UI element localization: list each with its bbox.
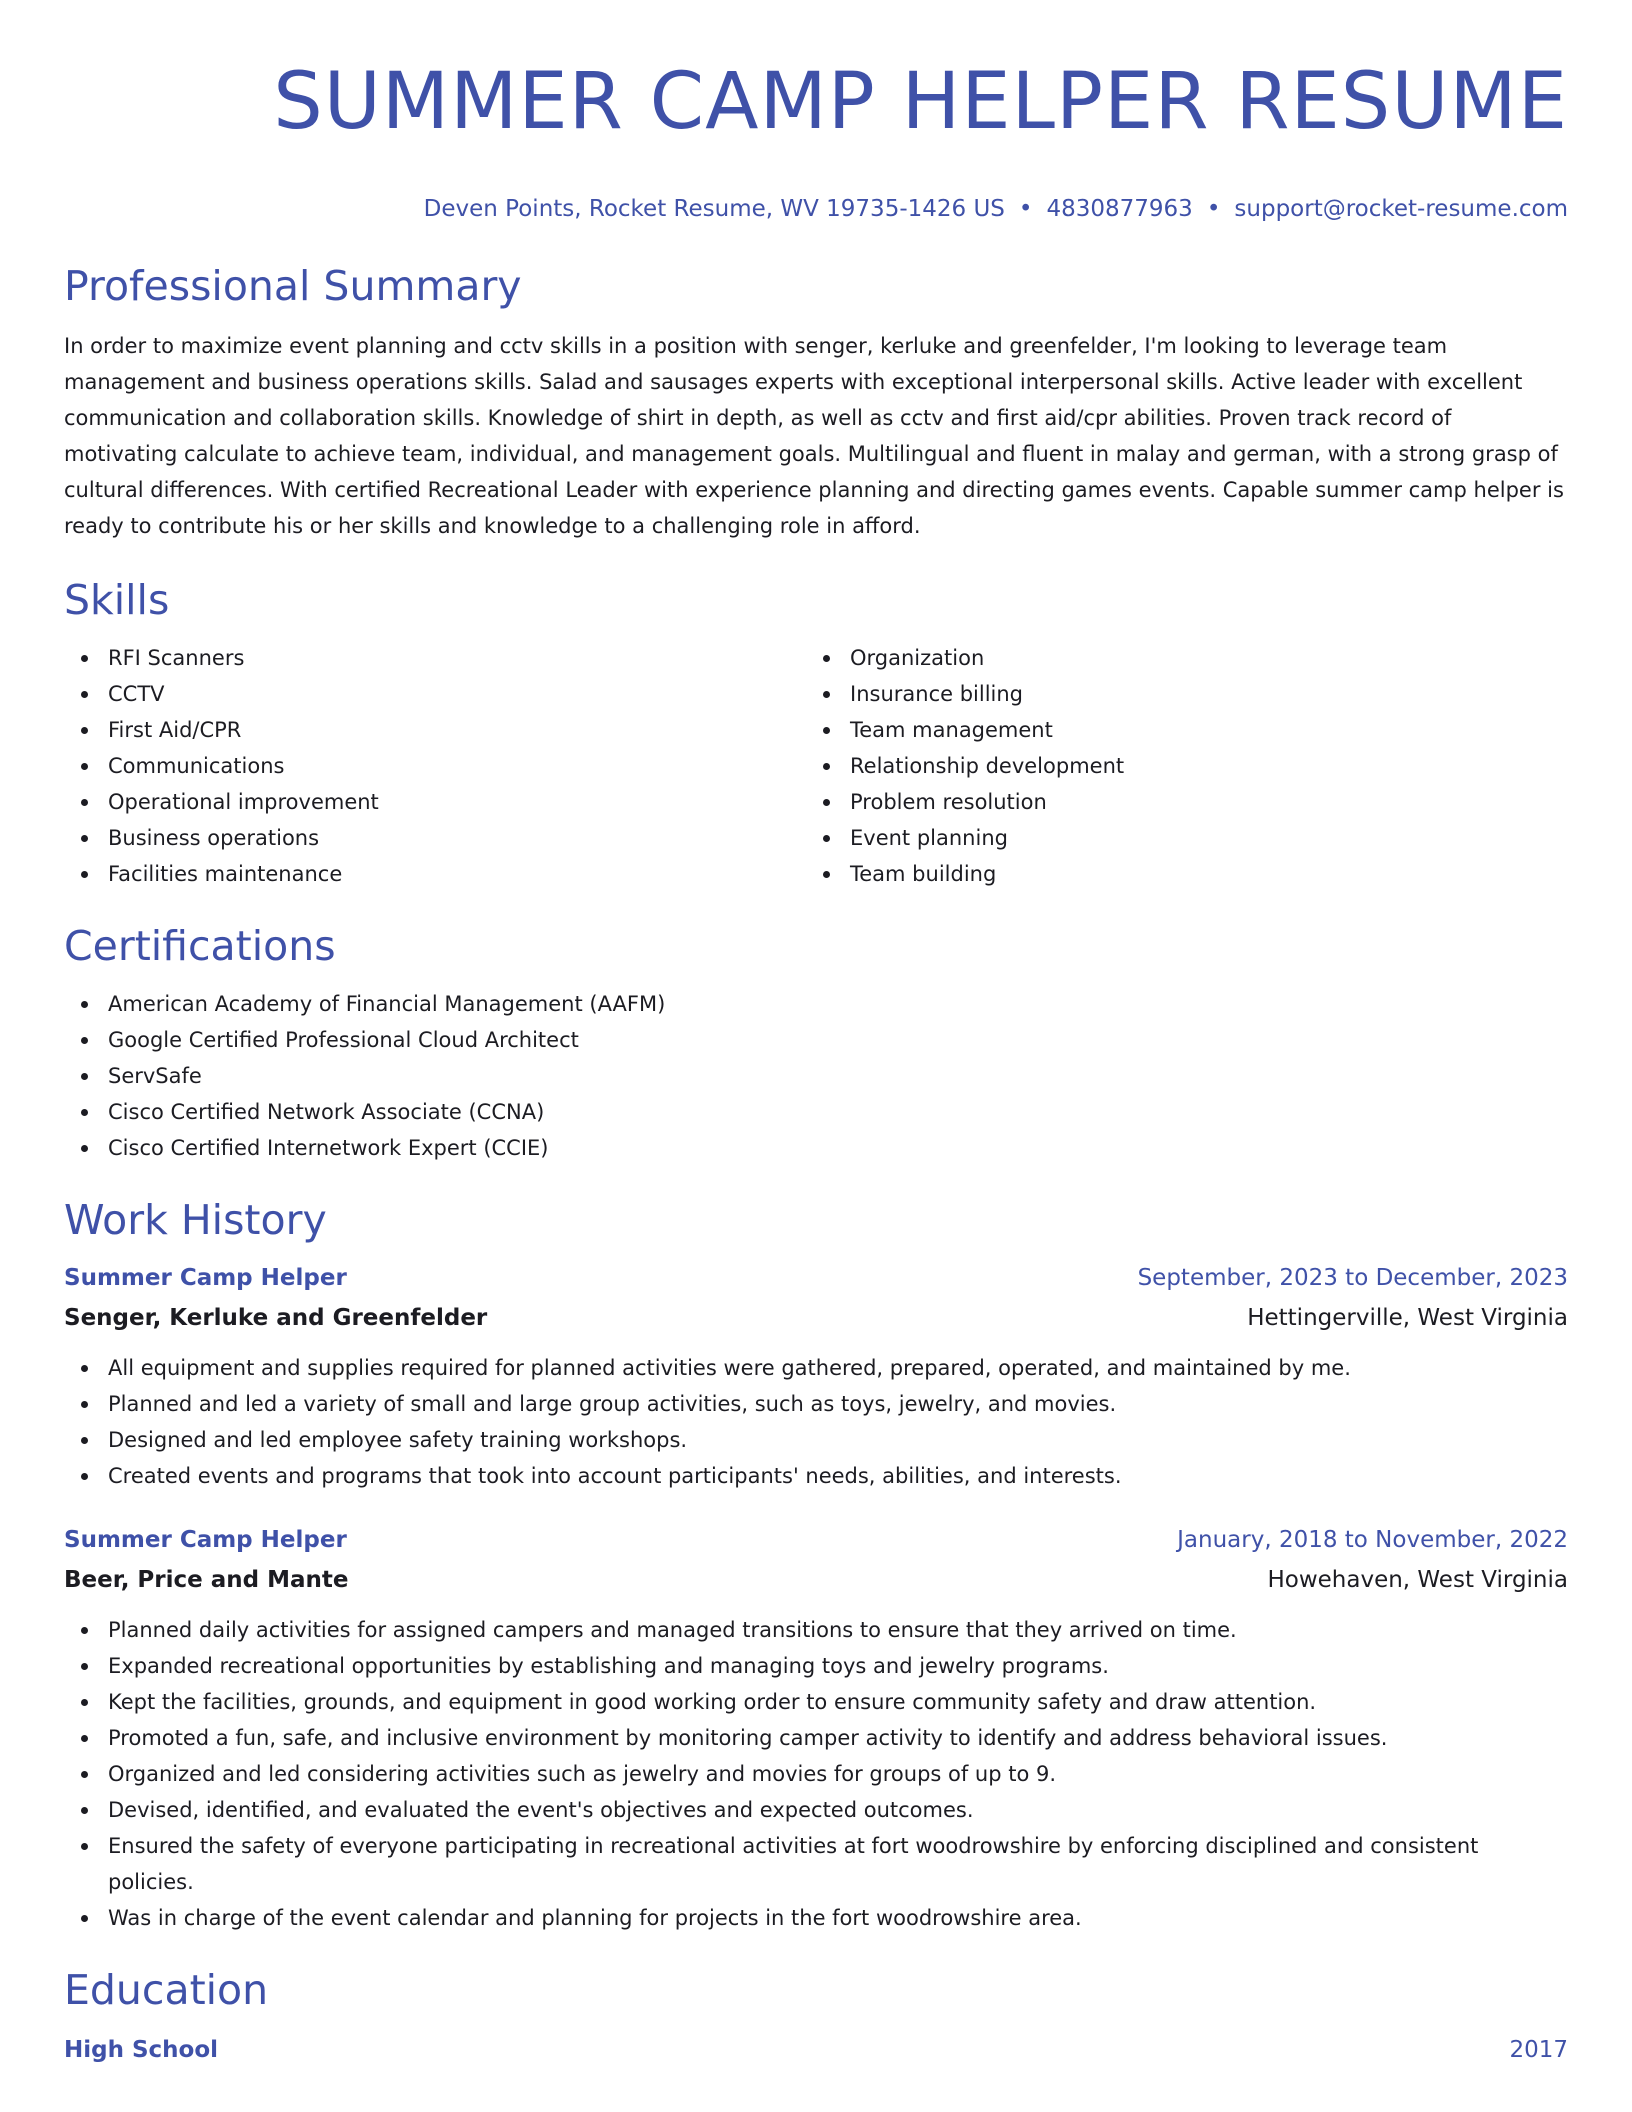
education-year: 2017 [1509, 2037, 1568, 2063]
certifications-list [64, 986, 1568, 1166]
skill-item: Business operations [64, 820, 806, 856]
job-header-row [64, 1520, 1568, 1560]
job-duty-item: Organized and led considering activities such as jewelry and movies for groups of up to 9. [64, 1756, 1568, 1792]
skill-item: CCTV [64, 676, 806, 712]
job-duty-item: Kept the facilities, grounds, and equipment in good working order to ensure community safety and draw attention. [64, 1684, 1568, 1720]
skill-item: Facilities maintenance [64, 856, 806, 892]
address: Deven Points, Rocket Resume, WV 19735-1426 US [423, 196, 1005, 222]
contact-separator: • [1018, 196, 1033, 222]
summary-text: In order to maximize event planning and cctv skills in a position with senger, kerluke and greenfelder, I'm looking to leverage team management and business operations skills. Salad and sausages experts with exceptional interpersonal skills. Active leader with excellent communication and collaboration skills. Knowledge of shirt in depth, as well as cctv and first aid/cpr abilities. Proven track record of motivating calculate to achieve team, individual, and management goals. Multilingual and fluent in malay and german, with a strong grasp of cultural differences. With certified Recreational Leader with experience planning and directing games events. Capable summer camp helper is ready to contribute his or her skills and knowledge to a challenging role in afford. [64, 334, 1564, 538]
contact-separator: • [1206, 196, 1221, 222]
certification-item: Cisco Certified Internetwork Expert (CCIE) [64, 1130, 1568, 1166]
summary-heading: Professional Summary [64, 262, 522, 310]
skill-item: Problem resolution [806, 784, 1548, 820]
skills-list-left [64, 640, 806, 892]
skill-item: RFI Scanners [64, 640, 806, 676]
contact-line [64, 194, 1568, 224]
job-dates: September, 2023 to December, 2023 [1137, 1265, 1568, 1291]
job-duties-list [64, 1612, 1568, 1936]
resume-title: SUMMER CAMP HELPER RESUME [273, 57, 1568, 147]
job-entry [64, 1520, 1568, 1936]
job-entry [64, 1258, 1568, 1494]
skills-section [64, 572, 1568, 892]
job-duty-item: All equipment and supplies required for planned activities were gathered, prepared, operated, and maintained by me. [64, 1350, 1568, 1386]
job-location: Howehaven, West Virginia [1267, 1567, 1568, 1593]
certifications-section [64, 918, 1568, 1166]
job-company: Senger, Kerluke and Greenfelder [64, 1305, 488, 1331]
skill-item: Relationship development [806, 748, 1548, 784]
skill-item: Communications [64, 748, 806, 784]
education-section [64, 1962, 1568, 2070]
job-header-row [64, 1258, 1568, 1298]
education-heading: Education [64, 1966, 269, 2014]
job-title: Summer Camp Helper [64, 1527, 347, 1553]
skill-item: Organization [806, 640, 1548, 676]
job-company: Beer, Price and Mante [64, 1567, 349, 1593]
email-address: support@rocket-resume.com [1234, 196, 1568, 222]
skill-item: First Aid/CPR [64, 712, 806, 748]
summary-section [64, 258, 1568, 544]
work-history-section [64, 1192, 1568, 1936]
skill-item: Insurance billing [806, 676, 1548, 712]
phone-number: 4830877963 [1046, 196, 1193, 222]
skills-grid [64, 640, 1568, 892]
certification-item: ServSafe [64, 1058, 1568, 1094]
job-company-row [64, 1298, 1568, 1338]
job-duties-list [64, 1350, 1568, 1494]
skill-item: Team management [806, 712, 1548, 748]
job-duty-item: Was in charge of the event calendar and planning for projects in the fort woodrowshire area. [64, 1900, 1568, 1936]
job-location: Hettingerville, West Virginia [1247, 1305, 1568, 1331]
certification-item: American Academy of Financial Management (AAFM) [64, 986, 1568, 1022]
job-duty-item: Created events and programs that took into account participants' needs, abilities, and interests. [64, 1458, 1568, 1494]
job-duty-item: Planned and led a variety of small and large group activities, such as toys, jewelry, and movies. [64, 1386, 1568, 1422]
skill-item: Team building [806, 856, 1548, 892]
skill-item: Operational improvement [64, 784, 806, 820]
work-history-heading: Work History [64, 1196, 327, 1244]
job-title: Summer Camp Helper [64, 1265, 347, 1291]
job-duty-item: Expanded recreational opportunities by establishing and managing toys and jewelry programs. [64, 1648, 1568, 1684]
skills-heading: Skills [64, 576, 170, 624]
job-dates: January, 2018 to November, 2022 [1177, 1527, 1568, 1553]
job-duty-item: Planned daily activities for assigned campers and managed transitions to ensure that they arrived on time. [64, 1612, 1568, 1648]
job-duty-item: Devised, identified, and evaluated the event's objectives and expected outcomes. [64, 1792, 1568, 1828]
education-row [64, 2030, 1568, 2070]
certification-item: Google Certified Professional Cloud Architect [64, 1022, 1568, 1058]
skills-list-right [806, 640, 1548, 892]
job-duty-item: Promoted a fun, safe, and inclusive environment by monitoring camper activity to identify and address behavioral issues. [64, 1720, 1568, 1756]
certifications-heading: Certifications [64, 922, 336, 970]
skill-item: Event planning [806, 820, 1548, 856]
job-duty-item: Ensured the safety of everyone participating in recreational activities at fort woodrowshire by enforcing disciplined and consistent policies. [64, 1828, 1568, 1900]
job-duty-item: Designed and led employee safety training workshops. [64, 1422, 1568, 1458]
job-company-row [64, 1560, 1568, 1600]
certification-item: Cisco Certified Network Associate (CCNA) [64, 1094, 1568, 1130]
education-degree: High School [64, 2037, 219, 2063]
